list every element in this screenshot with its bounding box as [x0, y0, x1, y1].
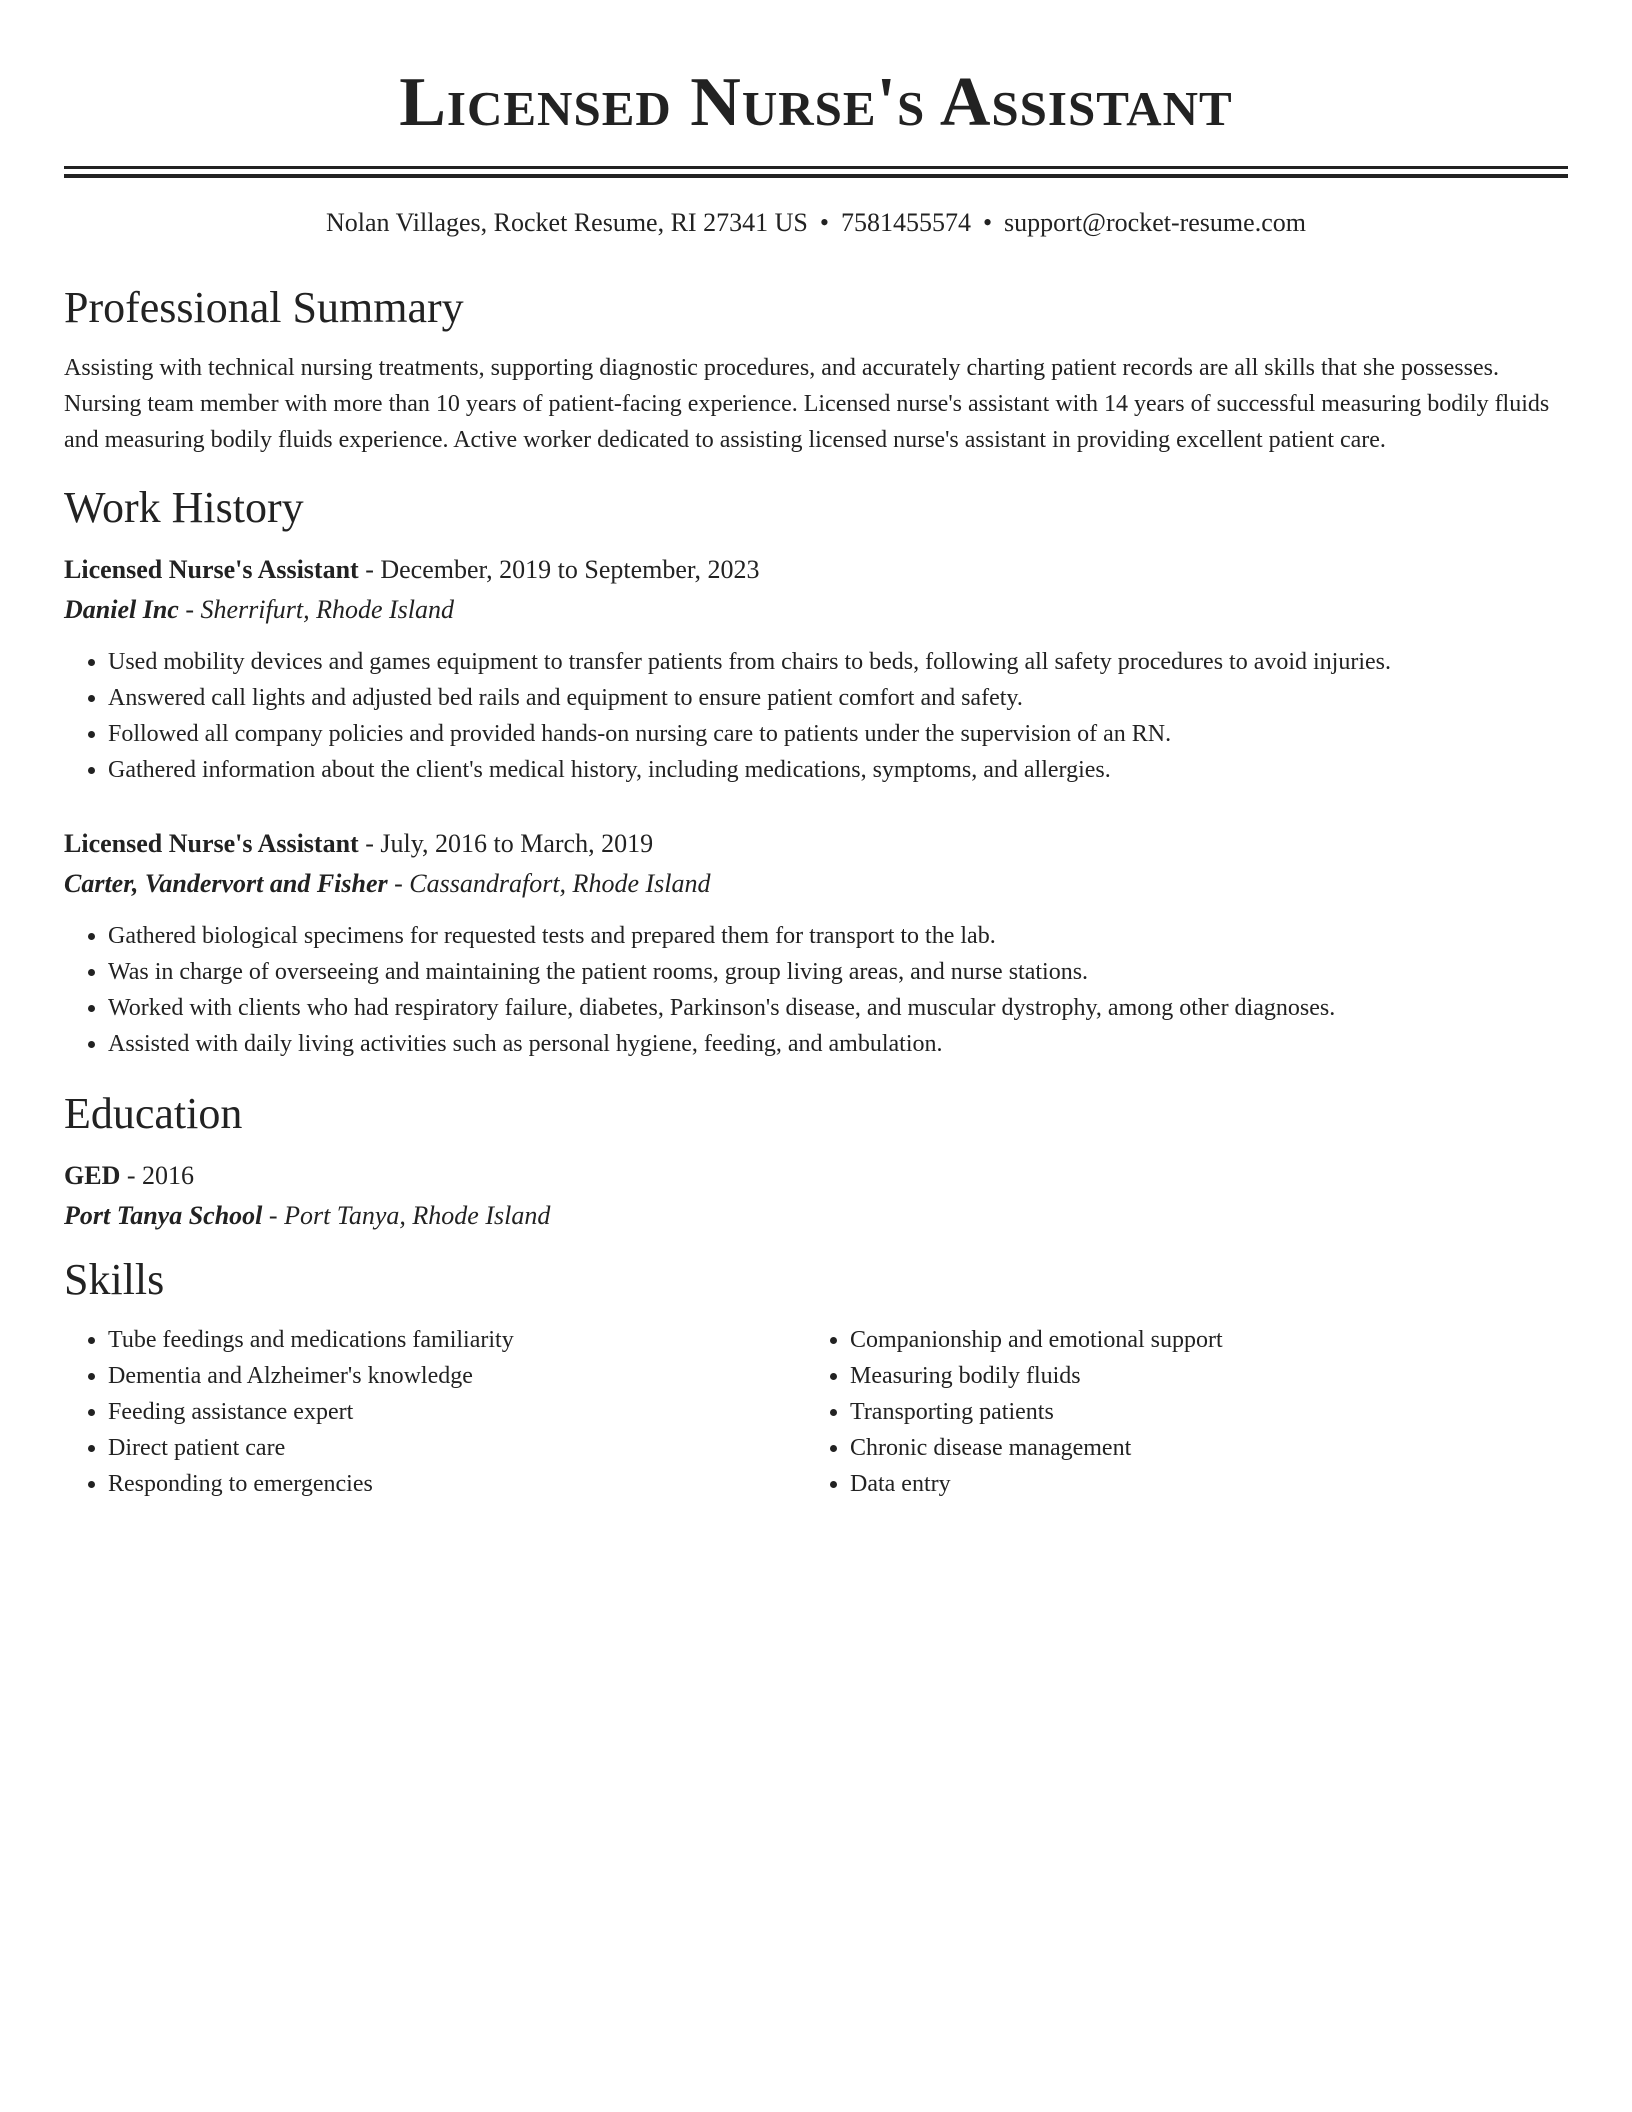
resume-title: Licensed Nurse's Assistant: [399, 64, 1233, 141]
list-item: • Direct patient care: [108, 1430, 806, 1466]
skills-list-right: [806, 1322, 1548, 1502]
summary-heading: Professional Summary: [64, 283, 464, 332]
summary-text: Assisting with technical nursing treatments, supporting diagnostic procedures, and accurately charting patient records are all skills that she possesses. Nursing team member with more than 10 years of patient-facing experience. Licensed nurse's assistant with 14 years of successful measuring bodily fluids and measuring bodily fluids experience. Active worker dedicated to assisting licensed nurse's assistant in providing excellent patient care.: [64, 355, 1550, 453]
job-dates: - July, 2016 to March, 2019: [358, 829, 654, 858]
list-item: • Transporting patients: [850, 1394, 1548, 1430]
list-item: • Chronic disease management: [850, 1430, 1548, 1466]
skills-list-left: [64, 1322, 806, 1502]
company-line: [64, 864, 1568, 904]
degree-year: - 2016: [120, 1161, 195, 1190]
list-item: • Followed all company policies and provided hands-on nursing care to patients under the supervision of an RN.: [108, 716, 1568, 752]
job-title-line: [64, 824, 1568, 864]
list-item: • Assisted with daily living activities such as personal hygiene, feeding, and ambulation.: [108, 1026, 1568, 1062]
list-item: • Used mobility devices and games equipment to transfer patients from chairs to beds, following all safety procedures to avoid injuries.: [108, 644, 1568, 680]
company-name: Carter, Vandervort and Fisher: [64, 869, 388, 898]
company-line: [64, 590, 1568, 630]
skills-columns: [64, 1322, 1568, 1502]
list-item: • Measuring bodily fluids: [850, 1358, 1548, 1394]
list-item: • Responding to emergencies: [108, 1466, 806, 1502]
school-line: [64, 1196, 1568, 1236]
contact-address: Nolan Villages, Rocket Resume, RI 27341 US: [326, 208, 808, 237]
job-title: Licensed Nurse's Assistant: [64, 555, 359, 584]
job-title: Licensed Nurse's Assistant: [64, 829, 359, 858]
contact-email: support@rocket-resume.com: [1004, 208, 1306, 237]
job-title-line: [64, 550, 1568, 590]
skills-heading: Skills: [64, 1255, 165, 1304]
degree-line: [64, 1156, 1568, 1196]
job-duties-list: [64, 644, 1568, 788]
job-entry: [64, 550, 1568, 788]
list-item: • Tube feedings and medications familiarity: [108, 1322, 806, 1358]
list-item: • Gathered information about the client's medical history, including medications, symptoms, and allergies.: [108, 752, 1568, 788]
contact-line: [64, 206, 1568, 240]
list-item: • Worked with clients who had respiratory failure, diabetes, Parkinson's disease, and muscular dystrophy, among other diagnoses.: [108, 990, 1568, 1026]
school-location: - Port Tanya, Rhode Island: [262, 1201, 551, 1230]
list-item: • Data entry: [850, 1466, 1548, 1502]
list-item: • Gathered biological specimens for requested tests and prepared them for transport to the lab.: [108, 918, 1568, 954]
title-double-rule: [64, 166, 1568, 178]
company-location: - Sherrifurt, Rhode Island: [178, 595, 454, 624]
list-item: • Companionship and emotional support: [850, 1322, 1548, 1358]
list-item: • Feeding assistance expert: [108, 1394, 806, 1430]
contact-phone: 7581455574: [840, 208, 971, 237]
company-location: - Cassandrafort, Rhode Island: [387, 869, 711, 898]
education-heading: Education: [64, 1089, 243, 1138]
job-duties-list: [64, 918, 1568, 1062]
school-name: Port Tanya School: [64, 1201, 263, 1230]
degree-name: GED: [64, 1161, 121, 1190]
company-name: Daniel Inc: [64, 595, 179, 624]
education-entry: [64, 1156, 1568, 1236]
list-item: • Answered call lights and adjusted bed rails and equipment to ensure patient comfort and safety.: [108, 680, 1568, 716]
contact-separator: •: [982, 208, 993, 237]
contact-separator: •: [819, 208, 829, 237]
list-item: • Was in charge of overseeing and maintaining the patient rooms, group living areas, and nurse stations.: [108, 954, 1568, 990]
list-item: • Dementia and Alzheimer's knowledge: [108, 1358, 806, 1394]
work-history-heading: Work History: [64, 483, 304, 532]
job-dates: - December, 2019 to September, 2023: [358, 555, 760, 584]
job-entry: [64, 824, 1568, 1062]
